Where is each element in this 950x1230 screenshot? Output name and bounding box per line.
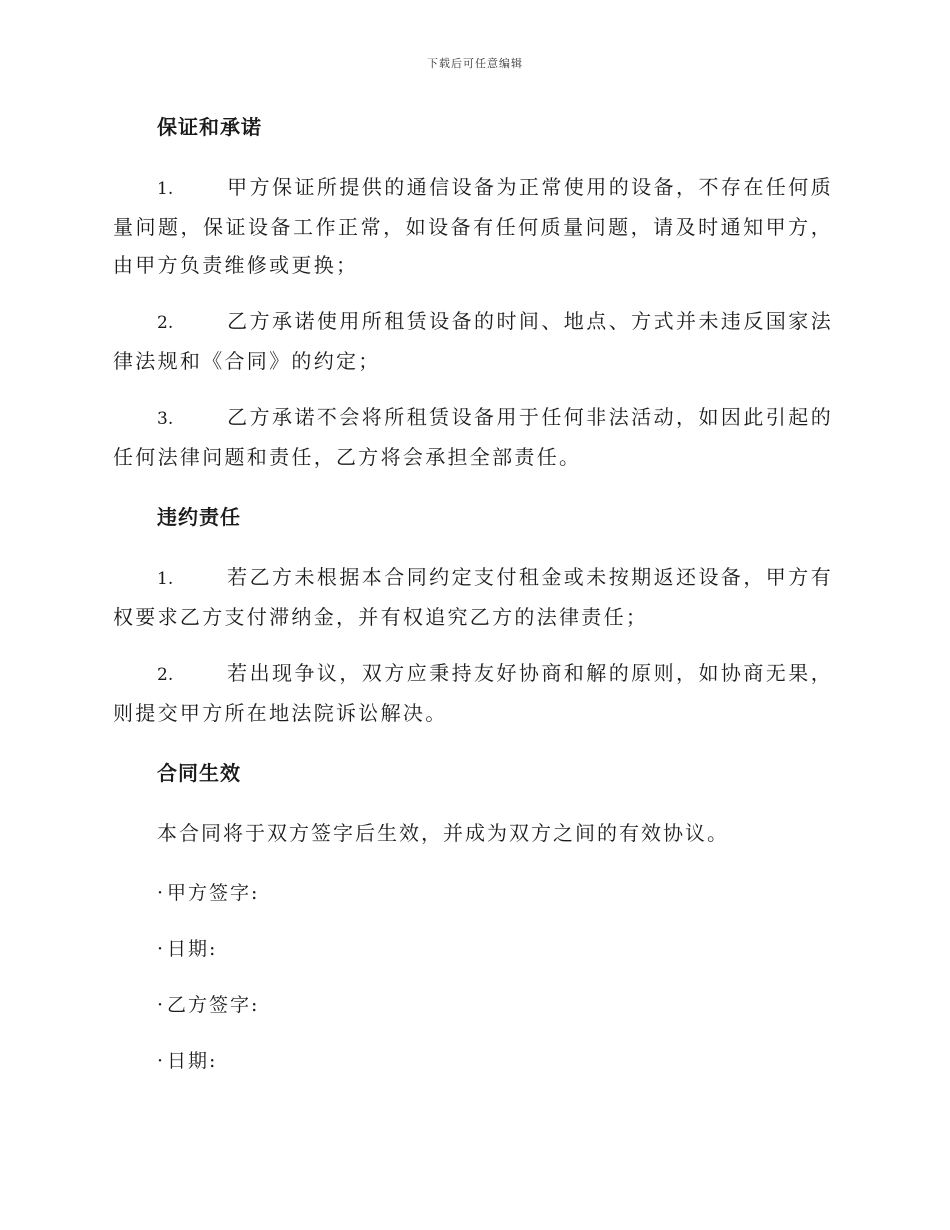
item-text: 若出现争议，双方应秉持友好协商和解的原则，如协商无果，则提交甲方所在地法院诉讼解决。: [113, 661, 833, 725]
item-number: 1.: [157, 179, 174, 199]
header-note: 下载后可任意编辑: [427, 57, 523, 70]
guarantee-item-3: [113, 398, 833, 476]
section-title-breach: 违约责任: [157, 505, 241, 529]
item-number: 2.: [157, 313, 174, 333]
signature-label: 日期:: [167, 938, 218, 960]
bullet-icon: ·: [157, 882, 166, 904]
bullet-icon: ·: [157, 994, 166, 1016]
item-text: 甲方保证所提供的通信设备为正常使用的设备，不存在任何质量问题，保证设备工作正常，如设备有任何质量问题，请及时通知甲方，由甲方负责维修或更换；: [113, 175, 833, 277]
guarantee-item-1: [113, 168, 833, 284]
item-number: 1.: [157, 569, 174, 589]
effective-statement: 本合同将于双方签字后生效，并成为双方之间的有效协议。: [157, 821, 729, 845]
item-text: 若乙方未根据本合同约定支付租金或未按期返还设备，甲方有权要求乙方支付滞纳金，并有权追究乙方的法律责任；: [113, 565, 833, 629]
guarantee-item-2: [113, 302, 833, 380]
item-number: 2.: [157, 665, 174, 685]
signature-party-b: [113, 986, 833, 1024]
signature-party-a: [113, 874, 833, 912]
signature-label: 乙方签字:: [167, 994, 260, 1016]
bullet-icon: ·: [157, 938, 166, 960]
signature-label: 日期:: [167, 1050, 218, 1072]
item-text: 乙方承诺使用所租赁设备的时间、地点、方式并未违反国家法律法规和《合同》的约定；: [113, 309, 833, 373]
signature-date-b: [113, 1042, 833, 1080]
signature-date-a: [113, 930, 833, 968]
section-title-effective: 合同生效: [157, 761, 241, 785]
item-text: 乙方承诺不会将所租赁设备用于任何非法活动，如因此引起的任何法律问题和责任，乙方将会承担全部责任。: [113, 405, 833, 469]
bullet-icon: ·: [157, 1050, 166, 1072]
breach-item-1: [113, 558, 833, 636]
section-title-guarantee: 保证和承诺: [157, 115, 262, 139]
item-number: 3.: [157, 409, 174, 429]
signature-label: 甲方签字:: [167, 882, 260, 904]
document-content: [113, 108, 833, 1080]
breach-item-2: [113, 654, 833, 732]
